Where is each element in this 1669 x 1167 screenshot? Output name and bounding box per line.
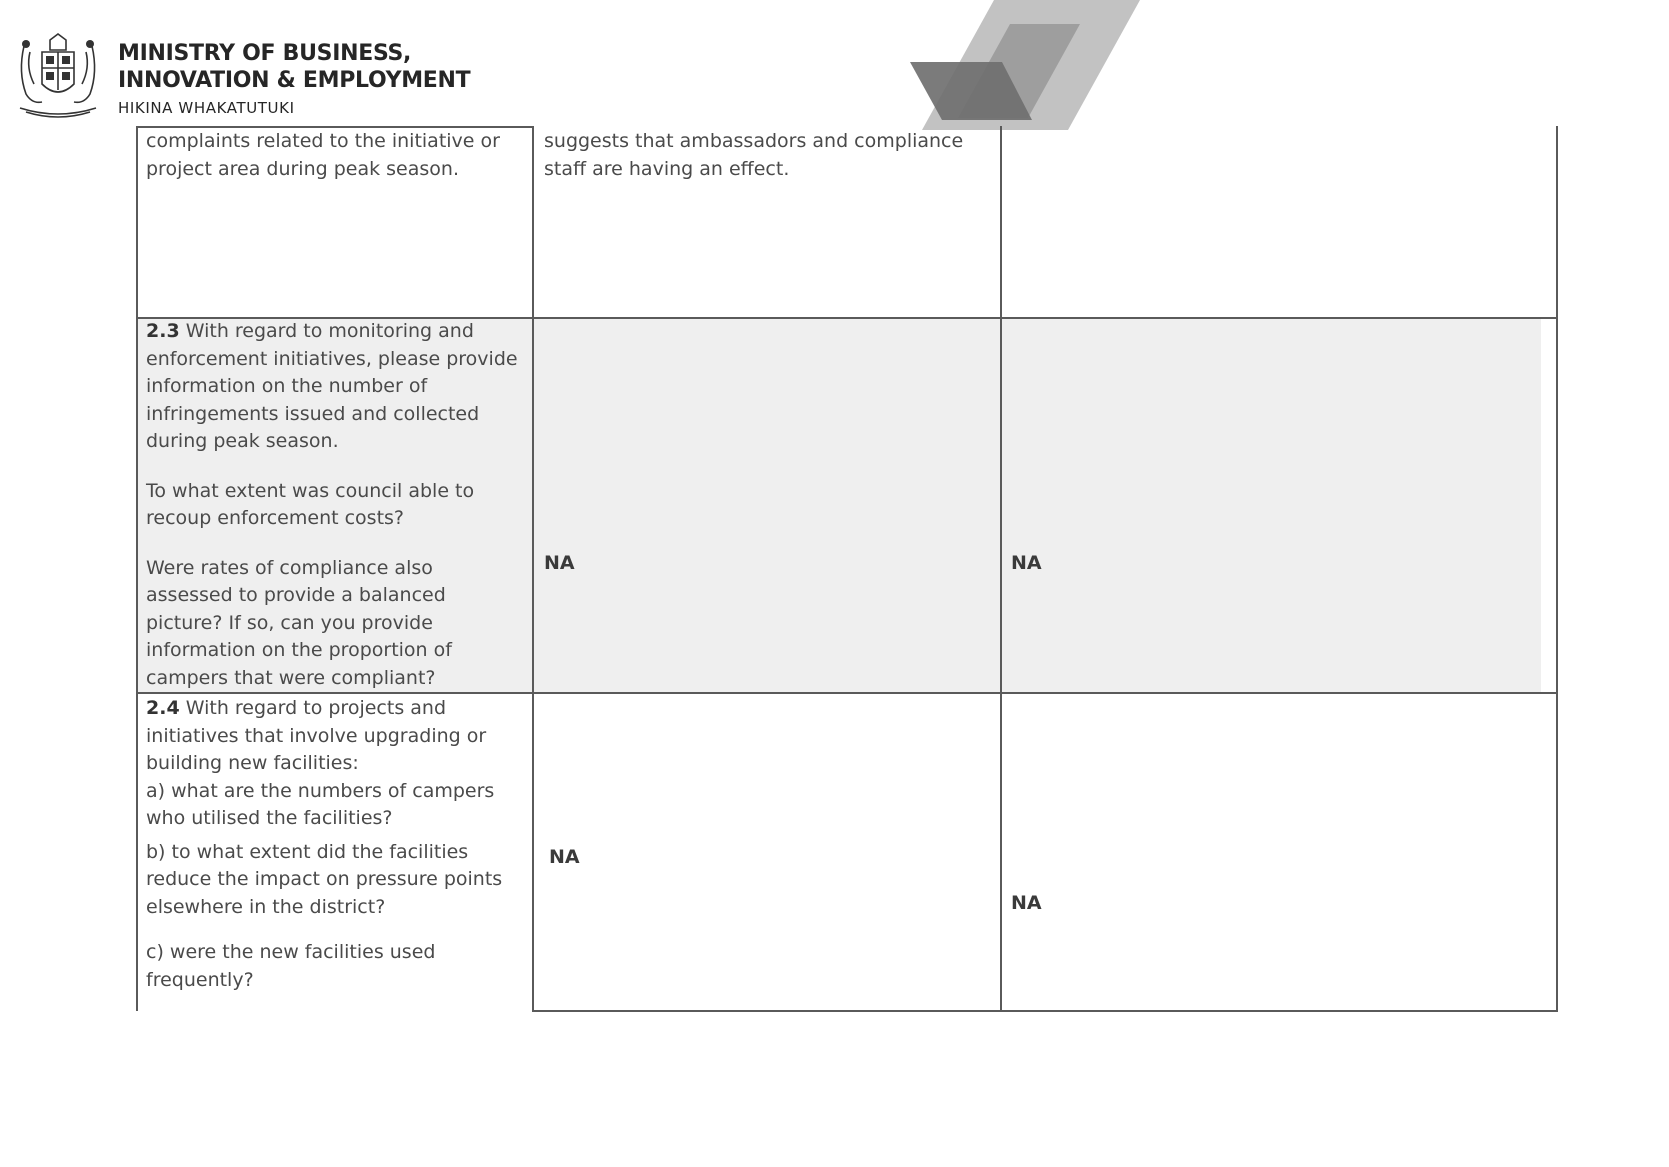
decorative-banner-shapes: [900, 0, 1160, 130]
row3-notes-na: NA: [1011, 892, 1042, 914]
table-line-row3: [136, 692, 1558, 694]
row2-number: 2.3: [146, 320, 180, 342]
row3-question-b: b) to what extent did the facilities reduce the impact on pressure points elsewhere in the district?: [146, 840, 503, 918]
table-line-top: [136, 126, 532, 128]
ministry-name-line2: INNOVATION & EMPLOYMENT: [118, 68, 471, 93]
row2-question-1: [146, 318, 524, 456]
row3-question-1: [146, 695, 524, 778]
ministry-name-line1: MINISTRY OF BUSINESS,: [118, 41, 412, 66]
row2-response-na: NA: [544, 552, 575, 574]
table-column-divider-2: [1000, 126, 1002, 1011]
row2-question-1-text: With regard to monitoring and enforcement initiatives, please provide information on the number of infringements issued and collected during peak season.: [146, 320, 518, 452]
questionnaire-table: [136, 126, 1541, 1011]
table-line-bottom: [532, 1010, 1558, 1012]
row1-response-cell: [544, 128, 1004, 183]
table-border-left: [136, 126, 138, 1011]
table-line-row2: [136, 317, 1558, 319]
table-column-divider-1: [532, 126, 534, 1011]
row1-question-text: complaints related to the initiative or project area during peak season.: [146, 130, 500, 180]
row2-question-cell: [146, 318, 524, 692]
row2-question-2: To what extent was council able to recoup enforcement costs?: [146, 479, 475, 529]
row3-question-1-text: With regard to projects and initiatives that involve upgrading or building new facilities:: [146, 697, 487, 774]
row3-number: 2.4: [146, 697, 180, 719]
page-header: [0, 0, 1669, 130]
ministry-tagline: HIKINA WHAKATUTUKI: [118, 99, 295, 117]
coat-of-arms-logo: [12, 32, 104, 118]
table-border-right: [1556, 126, 1558, 1011]
ministry-name: [118, 40, 470, 119]
row3-question-a: a) what are the numbers of campers who utilised the facilities?: [146, 779, 495, 829]
row2-notes-na: NA: [1011, 552, 1042, 574]
row1-response-text: suggests that ambassadors and compliance staff are having an effect.: [544, 130, 964, 180]
row2-question-3: Were rates of compliance also assessed to provide a balanced picture? If so, can you provide information on the proportion of campers that were compliant?: [146, 556, 452, 689]
row3-question-c: c) were the new facilities used frequently?: [146, 941, 436, 991]
row3-question-cell: [146, 695, 524, 994]
row3-response-na: NA: [549, 846, 580, 868]
row1-question-cell: [146, 128, 521, 183]
